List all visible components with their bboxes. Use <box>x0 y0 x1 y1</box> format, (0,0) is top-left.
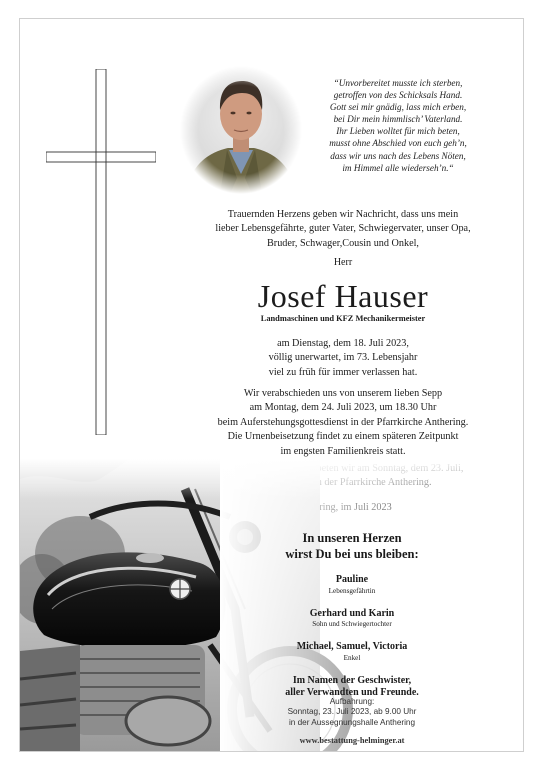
intro-line: lieber Lebensgefährte, guter Vater, Schwiegervater, unser Opa, <box>215 223 471 235</box>
salutation: Herr <box>333 257 353 268</box>
mourner-relation: Enkel <box>343 653 361 662</box>
intro-line: Bruder, Schwager,Cousin und Onkel, <box>267 237 419 249</box>
farewell-notice <box>190 387 496 459</box>
poem-line: “Unvorbereitet musste ich sterben, <box>333 78 463 88</box>
mourner-names: Pauline <box>335 574 369 585</box>
farewell-line: im engsten Familienkreis statt. <box>280 445 406 457</box>
viewing-info <box>252 697 452 728</box>
profession: Landmaschinen und KFZ Mechanikermeister <box>260 314 426 323</box>
family-line: Im Namen der Geschwister, <box>292 674 412 686</box>
announcement-intro <box>190 208 496 251</box>
obituary-card <box>19 18 524 752</box>
poem-line: im Himmel alle wiederseh’n.“ <box>342 162 454 173</box>
portrait-photo <box>180 66 302 194</box>
mourner-group <box>252 641 452 663</box>
mourner-names: Michael, Samuel, Victoria <box>296 641 408 652</box>
poem-line: musst ohne Abschied von euch geh’n, <box>329 138 467 149</box>
mourners-list <box>252 531 452 700</box>
death-line: viel zu früh für immer verlassen hat. <box>268 366 418 378</box>
mourners-heading <box>252 531 452 562</box>
heading-line: In unseren Herzen <box>302 531 402 545</box>
farewell-line: Wir verabschieden uns von unserem lieben Sepp <box>243 388 443 399</box>
death-line: völlig unerwartet, im 73. Lebensjahr <box>268 352 418 364</box>
death-line: am Dienstag, dem 18. Juli 2023, <box>277 338 409 349</box>
death-notice <box>190 337 496 380</box>
family-line: aller Verwandten und Freunde. <box>285 687 419 698</box>
cross-icon <box>46 69 156 435</box>
mourner-names: Gerhard und Karin <box>309 607 395 619</box>
mourner-relation: Lebensgefährtin <box>328 586 376 595</box>
farewell-line: Die Urnenbeisetzung findet zu einem späteren Zeitpunkt <box>227 431 459 443</box>
website-link[interactable]: www.bestattung-helminger.at <box>299 736 405 745</box>
intro-line: Trauernden Herzens geben wir Nachricht, dass uns mein <box>227 209 459 220</box>
poem-line: Gott sei mir gnädig, lass mich erben, <box>329 102 467 113</box>
poem-line: bei Dir mein himmlisch’ Vaterland. <box>333 114 463 125</box>
mourner-relation: Sohn und Schwiegertochter <box>312 620 392 628</box>
farewell-line: beim Auferstehungsgottesdienst in der Pfarrkirche Anthering. <box>217 416 469 428</box>
poem-line: getroffen von des Schicksals Hand. <box>333 90 463 101</box>
viewing-line: Sonntag, 23. Juli 2023, ab 9.00 Uhr <box>287 707 417 717</box>
deceased-name: Josef Hauser <box>257 278 429 314</box>
poem-line: dass wir uns nach des Lebens Nöten, <box>330 150 466 161</box>
poem-line: Ihr Lieben wolltet für mich beten, <box>336 126 460 137</box>
heading-line: wirst Du bei uns bleiben: <box>285 546 419 561</box>
viewing-line: Aufbahrung: <box>329 697 375 706</box>
farewell-line: am Montag, dem 24. Juli 2023, um 18.30 Uhr <box>249 402 437 414</box>
mourner-group <box>252 574 452 596</box>
poem <box>311 77 485 174</box>
viewing-line: in der Aussegnungshalle Anthering <box>288 717 416 727</box>
mourner-group <box>252 608 452 630</box>
family-note <box>252 675 452 700</box>
